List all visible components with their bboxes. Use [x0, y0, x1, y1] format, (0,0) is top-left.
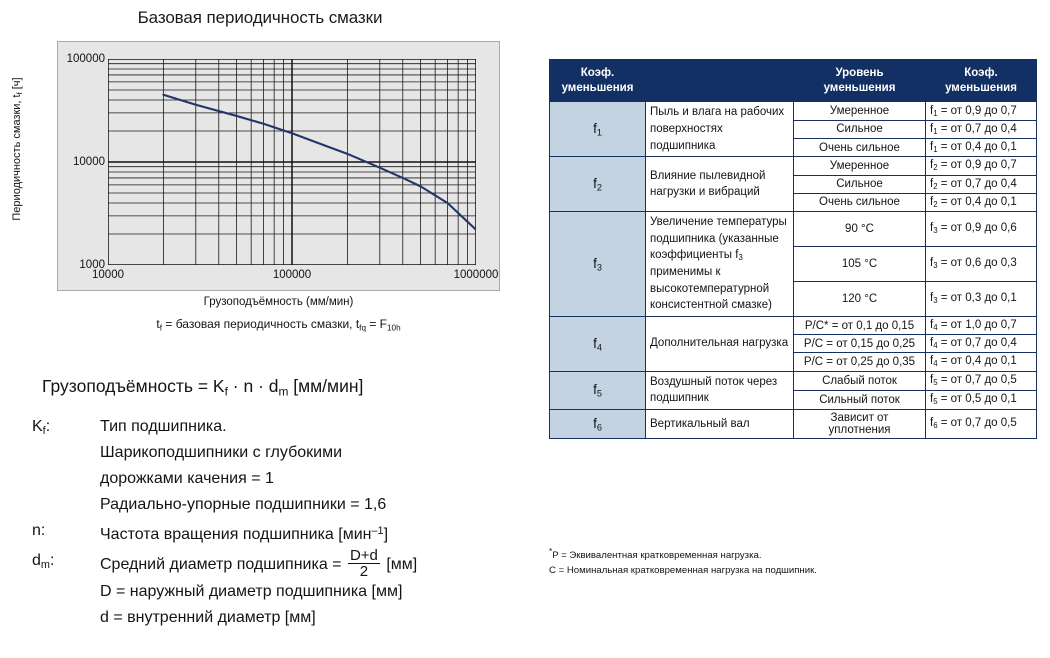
chart-svg — [108, 59, 476, 265]
y-axis-ticks — [58, 53, 105, 271]
y-axis-tick-label: 1000 — [79, 259, 105, 271]
footnote-line: C = Номинальная кратковременная нагрузка на подшипник. — [549, 564, 817, 576]
reduction-level-cell: Умеренное — [794, 102, 926, 120]
reduction-level-cell: Сильный поток — [794, 390, 926, 409]
definition-symbol: $K_f$: — [32, 418, 51, 438]
table-header — [550, 60, 1037, 102]
definition-row — [30, 414, 530, 518]
reduction-level-cell: Сильное — [794, 120, 926, 138]
table-row — [550, 102, 1037, 120]
factor-description-cell: Вертикальный вал — [646, 409, 794, 438]
y-axis-label-text: Периодичность смазки, $t_f$ [ч] — [11, 77, 25, 221]
reduction-coefficient-cell: $f_2$ = от 0,9 до 0,7 — [926, 157, 1037, 175]
table-column-header: Коэф. уменьшения — [550, 60, 646, 102]
factor-description-cell: Дополнительная нагрузка — [646, 317, 794, 372]
y-axis-tick-label: 10000 — [73, 156, 105, 168]
table-row — [550, 317, 1037, 335]
chart-title: Базовая периодичность смазки — [137, 8, 383, 27]
definition-text: Частота вращения подшипника [мин$^{-1}$] — [100, 525, 389, 543]
reduction-coefficient-cell: $f_6$ = от 0,7 до 0,5 — [926, 409, 1037, 438]
table-header-row — [550, 60, 1037, 102]
reduction-coefficient-cell: $f_2$ = от 0,7 до 0,4 — [926, 175, 1037, 193]
reduction-coefficient-cell: $f_2$ = от 0,4 до 0,1 — [926, 193, 1037, 211]
factor-description-cell: Пыль и влага на рабочих поверхностях подшипника — [646, 102, 794, 157]
reduction-level-cell: Умеренное — [794, 157, 926, 175]
table-row — [550, 371, 1037, 390]
reduction-level-cell: Зависит от уплотнения — [794, 409, 926, 438]
definition-text: Тип подшипника. Шарикоподшипники с глубокими дорожками качения = 1 Радиально-упорные подшипники = 1,6 — [100, 418, 387, 513]
x-axis-tick-label: 1000000 — [453, 269, 499, 281]
chart-plot-container — [57, 41, 500, 291]
reduction-level-cell: 105 °C — [794, 247, 926, 282]
reduction-level-cell: P/C = от 0,15 до 0,25 — [794, 335, 926, 353]
reduction-level-cell: P/C = от 0,25 до 0,35 — [794, 353, 926, 371]
chart-note: $t_f$ = базовая периодичность смазки, $t_{fq} = F_{10h}$ — [156, 317, 401, 333]
reduction-factor-table — [549, 59, 1037, 439]
table-column-header: Уровень уменьшения — [794, 60, 926, 102]
reduction-coefficient-cell: $f_5$ = от 0,7 до 0,5 — [926, 371, 1037, 390]
reduction-coefficient-cell: $f_3$ = от 0,3 до 0,1 — [926, 282, 1037, 317]
reduction-coefficient-cell: $f_3$ = от 0,6 до 0,3 — [926, 247, 1037, 282]
x-axis-tick-label: 100000 — [272, 269, 312, 281]
factor-symbol-cell: $f_4$ — [550, 317, 646, 372]
reduction-coefficient-cell: $f_1$ = от 0,9 до 0,7 — [926, 102, 1037, 120]
table-footnotes — [549, 546, 1019, 579]
definition-text: Средний диаметр подшипника = $\frac{D+d}{2}$ [мм] D = наружный диаметр подшипника [мм] d = внутренний диаметр [мм] — [100, 546, 418, 627]
definition-row — [30, 518, 530, 548]
table-row — [550, 409, 1037, 438]
reduction-coefficient-cell: $f_5$ = от 0,5 до 0,1 — [926, 390, 1037, 409]
factor-symbol-cell: $f_2$ — [550, 157, 646, 212]
reduction-level-cell: 120 °C — [794, 282, 926, 317]
reduction-level-cell: Сильное — [794, 175, 926, 193]
table-body — [550, 102, 1037, 439]
factor-symbol-cell: $f_3$ — [550, 212, 646, 317]
definition-row — [30, 548, 530, 632]
definition-symbol: n: — [32, 522, 46, 539]
factor-description-cell: Увеличение температуры подшипника (указанные коэффициенты $f_3$ применимы к высокотемпературной консистентной смазке) — [646, 212, 794, 317]
reduction-coefficient-cell: $f_4$ = от 0,7 до 0,4 — [926, 335, 1037, 353]
table-column-header — [646, 60, 794, 102]
reduction-level-cell: Очень сильное — [794, 139, 926, 157]
footnote-line: *P = Эквивалентная кратковременная нагрузка. — [549, 547, 762, 562]
x-axis-label: Грузоподъёмность (мм/мин) — [203, 296, 354, 308]
factor-symbol-cell: $f_6$ — [550, 409, 646, 438]
factor-description-cell: Влияние пылевидной нагрузки и вибраций — [646, 157, 794, 212]
x-axis-ticks — [92, 269, 499, 285]
factor-description-cell: Воздушный поток через подшипник — [646, 371, 794, 409]
table-row — [550, 157, 1037, 175]
y-axis-tick-label: 100000 — [66, 53, 105, 65]
reduction-coefficient-cell: $f_4$ = от 1,0 до 0,7 — [926, 317, 1037, 335]
reduction-level-cell: Слабый поток — [794, 371, 926, 390]
table-column-header: Коэф. уменьшения — [926, 60, 1037, 102]
reduction-coefficient-cell: $f_4$ = от 0,4 до 0,1 — [926, 353, 1037, 371]
main-formula: Грузоподъёмность = $K_f \cdot n \cdot d_m$ [мм/мин] — [42, 376, 364, 399]
factor-symbol-cell: $f_1$ — [550, 102, 646, 157]
definition-symbol: $d_m$: — [32, 551, 55, 571]
chart-plot-area — [108, 59, 476, 265]
reduction-level-cell: Очень сильное — [794, 193, 926, 211]
table-row — [550, 212, 1037, 247]
x-axis-tick-label: 10000 — [92, 269, 124, 281]
reduction-coefficient-cell: $f_3$ = от 0,9 до 0,6 — [926, 212, 1037, 247]
reduction-coefficient-cell: $f_1$ = от 0,7 до 0,4 — [926, 120, 1037, 138]
reduction-coefficient-cell: $f_1$ = от 0,4 до 0,1 — [926, 139, 1037, 157]
reduction-level-cell: P/C* = от 0,1 до 0,15 — [794, 317, 926, 335]
reduction-factor-table-wrapper — [549, 59, 1036, 439]
reduction-level-cell: 90 °C — [794, 212, 926, 247]
factor-symbol-cell: $f_5$ — [550, 371, 646, 409]
definitions-list — [30, 414, 530, 631]
